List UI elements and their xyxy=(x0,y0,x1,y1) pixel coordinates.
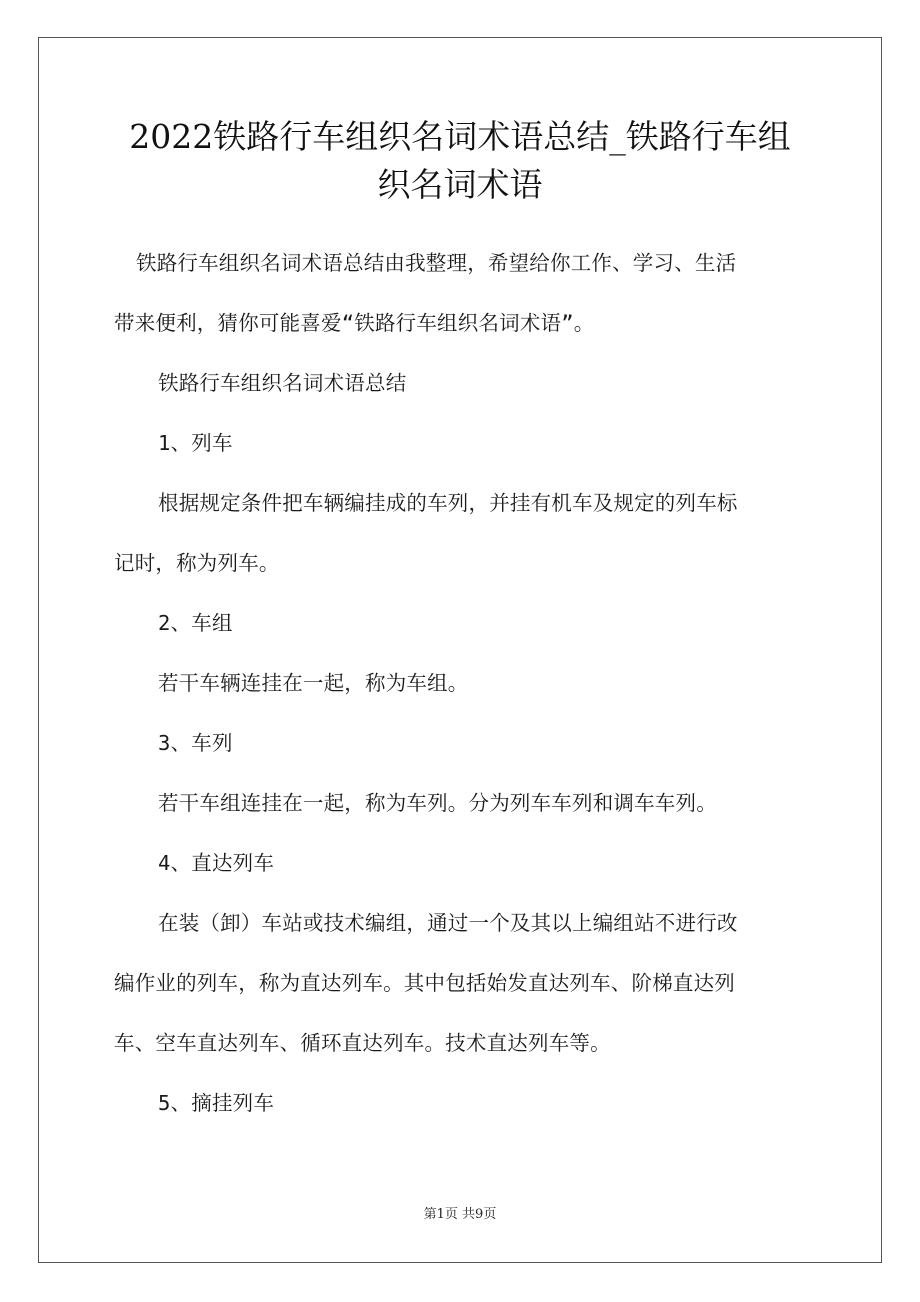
term-definition-1-line-2: 记时，称为列车。 xyxy=(114,551,280,575)
term-heading-4: 4、直达列车 xyxy=(158,851,275,875)
section-heading: 铁路行车组织名词术语总结 xyxy=(158,371,407,395)
page-frame xyxy=(38,37,882,1263)
page-footer: 第1页 共9页 xyxy=(423,1207,497,1222)
term-definition-4-line-3: 车、空车直达列车、循环直达列车。技术直达列车等。 xyxy=(114,1031,611,1055)
term-definition-4-line-1: 在装（卸）车站或技术编组，通过一个及其以上编组站不进行改 xyxy=(158,911,738,935)
document-title-line-1: 2022铁路行车组织名词术语总结_铁路行车组 xyxy=(129,117,791,156)
term-definition-4-line-2: 编作业的列车，称为直达列车。其中包括始发直达列车、阶梯直达列 xyxy=(114,971,735,995)
term-definition-1-line-1: 根据规定条件把车辆编挂成的车列，并挂有机车及规定的列车标 xyxy=(158,491,738,515)
term-definition-2: 若干车辆连挂在一起，称为车组。 xyxy=(158,671,469,695)
term-heading-3: 3、车列 xyxy=(158,731,233,755)
term-heading-5: 5、摘挂列车 xyxy=(158,1091,275,1115)
intro-paragraph-line-2: 带来便利，猜你可能喜爱“铁路行车组织名词术语”。 xyxy=(114,311,595,335)
term-heading-2: 2、车组 xyxy=(158,611,233,635)
intro-paragraph-line-1: 铁路行车组织名词术语总结由我整理，希望给你工作、学习、生活 xyxy=(136,251,737,275)
term-heading-1: 1、列车 xyxy=(158,431,233,455)
term-definition-3: 若干车组连挂在一起，称为车列。分为列车车列和调车车列。 xyxy=(158,791,717,815)
document-title-line-2: 织名词术语 xyxy=(377,165,543,204)
